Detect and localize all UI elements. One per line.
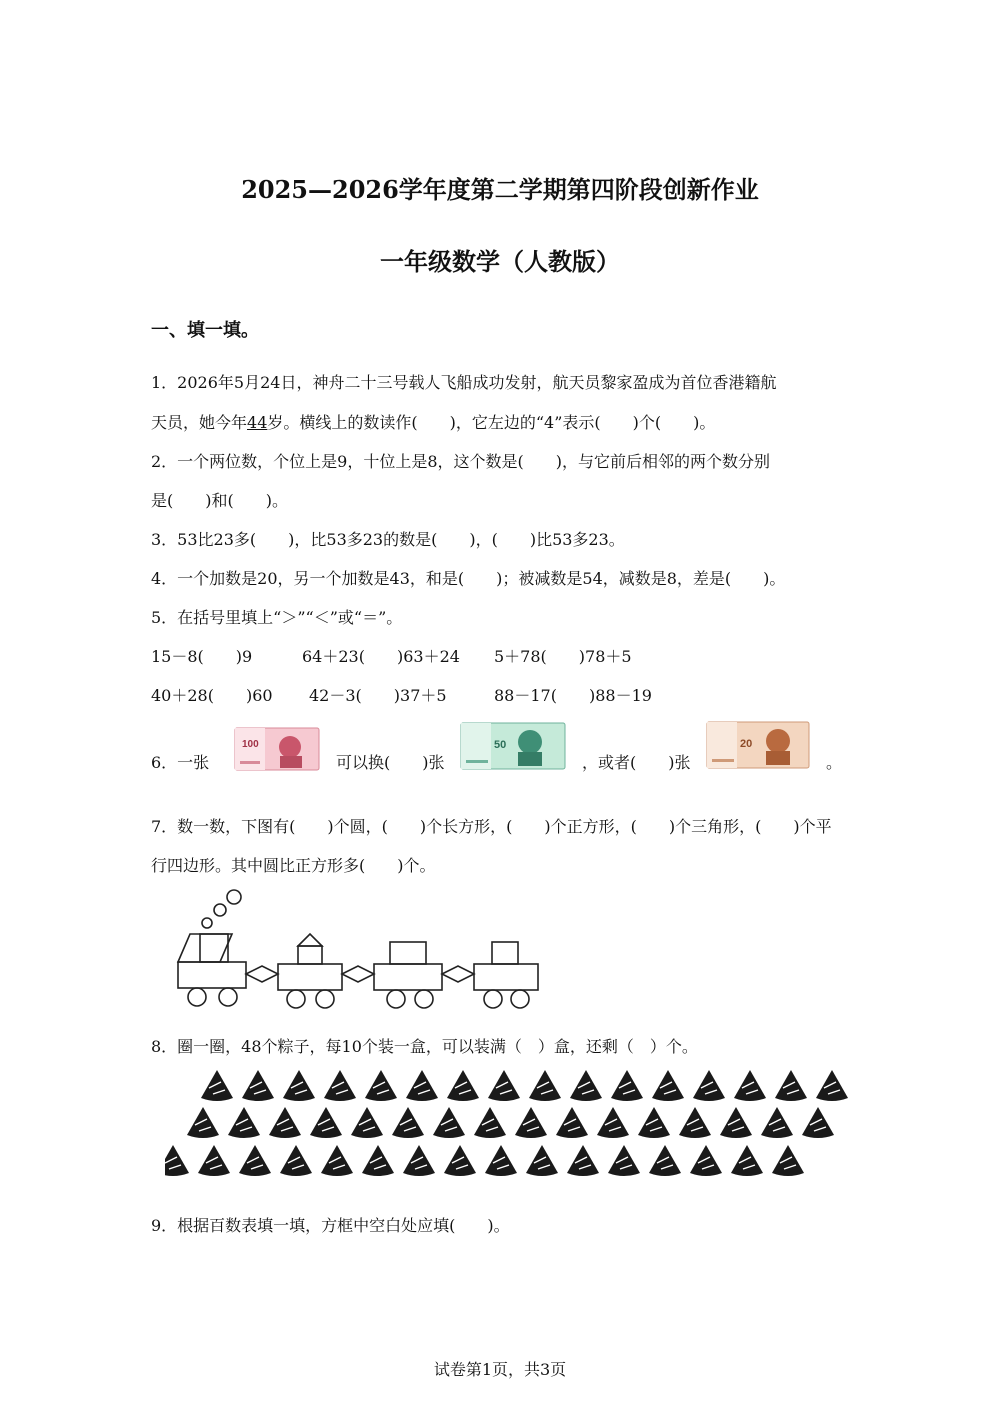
connector-diamond (246, 966, 278, 982)
banknote-50-value: 50 (494, 739, 507, 751)
zongzi-icon (406, 1070, 438, 1101)
zongzi-icon (198, 1145, 230, 1176)
zongzi-icon (165, 1145, 189, 1176)
zongzi-figure (165, 1064, 865, 1180)
q5-text: 5．在括号里填上“＞”“＜”或“＝”。 (151, 608, 403, 627)
zongzi-icon (444, 1145, 476, 1176)
q5-r2c1: 40＋28( )60 (151, 686, 273, 705)
wheel-circle (387, 990, 405, 1008)
zongzi-icon (638, 1107, 670, 1138)
zongzi-icon (608, 1145, 640, 1176)
zongzi-icon (597, 1107, 629, 1138)
car2-body-rect (278, 964, 342, 990)
zongzi-icon (365, 1070, 397, 1101)
zongzi-icon (515, 1107, 547, 1138)
zongzi-icon (474, 1107, 506, 1138)
zongzi-icon (529, 1070, 561, 1101)
q5-r1c1: 15－8( )9 (151, 647, 253, 666)
zongzi-icon (242, 1070, 274, 1101)
q4-text: 4．一个加数是20，另一个加数是43，和是( )；被减数是54，减数是8，差是( )。 (151, 569, 786, 588)
car3-rect (390, 942, 426, 964)
zongzi-icon (433, 1107, 465, 1138)
zongzi-icon (392, 1107, 424, 1138)
zongzi-icon (310, 1107, 342, 1138)
banknote-20-image (706, 721, 810, 769)
banknote-20-value: 20 (740, 738, 753, 750)
wheel-circle (316, 990, 334, 1008)
exam-title: 2025—2026学年度第二学期第四阶段创新作业 (241, 175, 759, 204)
smoke-circle (214, 904, 226, 916)
smoke-circle (202, 918, 212, 928)
q5-r1c2: 64＋23( )63＋24 (302, 647, 460, 666)
wheel-circle (287, 990, 305, 1008)
zongzi-icon (488, 1070, 520, 1101)
zongzi-icon (816, 1070, 848, 1101)
q7-line2: 行四边形。其中圆比正方形多( )个。 (151, 856, 436, 875)
zongzi-icon (611, 1070, 643, 1101)
zongzi-icon (362, 1145, 394, 1176)
wheel-circle (484, 990, 502, 1008)
zongzi-icon (239, 1145, 271, 1176)
zongzi-icon (570, 1070, 602, 1101)
banknote-100-value: 100 (242, 739, 259, 750)
zongzi-icon (201, 1070, 233, 1101)
car2-triangle (298, 934, 322, 946)
zongzi-icon (734, 1070, 766, 1101)
zongzi-icon (485, 1145, 517, 1176)
q6-part1: 6．一张 (151, 753, 210, 772)
q1-line1: 1．2026年5月24日，神舟二十三号载人飞船成功发射，航天员黎家盈成为首位香港籍航 (151, 373, 777, 392)
locomotive-cab-parallelogram (178, 934, 232, 962)
q6-part4: 。 (826, 753, 843, 772)
zongzi-icon (280, 1145, 312, 1176)
q6-part3: ，或者( )张 (582, 753, 691, 772)
banknote-100-image (234, 727, 320, 771)
zongzi-icon (526, 1145, 558, 1176)
q1-line2-end: 岁。横线上的数读作( )，它左边的“4”表示( )个( )。 (267, 413, 716, 432)
connector-diamond (442, 966, 474, 982)
q5-r1c3: 5＋78( )78＋5 (494, 647, 632, 666)
wheel-circle (415, 990, 433, 1008)
smoke-circle (227, 890, 241, 904)
zongzi-icon (652, 1070, 684, 1101)
zongzi-icon (649, 1145, 681, 1176)
zongzi-icon (324, 1070, 356, 1101)
zongzi-icon (403, 1145, 435, 1176)
zongzi-icon (447, 1070, 479, 1101)
q2-line1: 2．一个两位数，个位上是9，十位上是8，这个数是( )，与它前后相邻的两个数分别 (151, 452, 771, 471)
zongzi-icon (772, 1145, 804, 1176)
q5-r2c3: 88－17( )88－19 (494, 686, 652, 705)
zongzi-icon (761, 1107, 793, 1138)
locomotive-body-rect (178, 962, 246, 988)
car3-body-rect (374, 964, 442, 990)
zongzi-icon (679, 1107, 711, 1138)
zongzi-icon (720, 1107, 752, 1138)
zongzi-icon (269, 1107, 301, 1138)
zongzi-icon (731, 1145, 763, 1176)
q3-text: 3．53比23多( )，比53多23的数是( )，( )比53多23。 (151, 530, 625, 549)
car4-square (492, 942, 518, 964)
train-shapes-figure (170, 886, 550, 1010)
zongzi-icon (802, 1107, 834, 1138)
page-footer: 试卷第1页，共3页 (433, 1360, 567, 1379)
wheel-circle (219, 988, 237, 1006)
wheel-circle (511, 990, 529, 1008)
zongzi-icon (567, 1145, 599, 1176)
q8-text: 8．圈一圈，48个粽子，每10个装一盒，可以装满（ ）盒，还剩（ ）个。 (151, 1037, 698, 1056)
q1-line2 (151, 410, 715, 433)
q1-underlined-number: 44 (247, 413, 268, 432)
q1-line2-start: 天员，她今年 (151, 413, 248, 432)
zongzi-icon (321, 1145, 353, 1176)
q7-line1: 7．数一数，下图有( )个圆，( )个长方形，( )个正方形，( )个三角形，( )个平 (151, 817, 832, 836)
zongzi-icon (187, 1107, 219, 1138)
q6-part2: 可以换( )张 (336, 753, 445, 772)
banknote-50-image (460, 722, 566, 770)
car2-square (298, 946, 322, 964)
exam-subtitle: 一年级数学（人教版） (380, 247, 620, 276)
zongzi-icon (556, 1107, 588, 1138)
zongzi-icon (690, 1145, 722, 1176)
zongzi-icon (228, 1107, 260, 1138)
zongzi-icon (693, 1070, 725, 1101)
zongzi-icon (283, 1070, 315, 1101)
zongzi-icon (775, 1070, 807, 1101)
q2-line2: 是( )和( )。 (151, 491, 288, 510)
q5-r2c2: 42－3( )37＋5 (309, 686, 447, 705)
locomotive-square (200, 934, 228, 962)
connector-diamond (342, 966, 374, 982)
car4-body-rect (474, 964, 538, 990)
section-heading-fill: 一、填一填。 (151, 320, 259, 341)
wheel-circle (188, 988, 206, 1006)
q9-text: 9．根据百数表填一填，方框中空白处应填( )。 (151, 1216, 510, 1235)
zongzi-icon (351, 1107, 383, 1138)
